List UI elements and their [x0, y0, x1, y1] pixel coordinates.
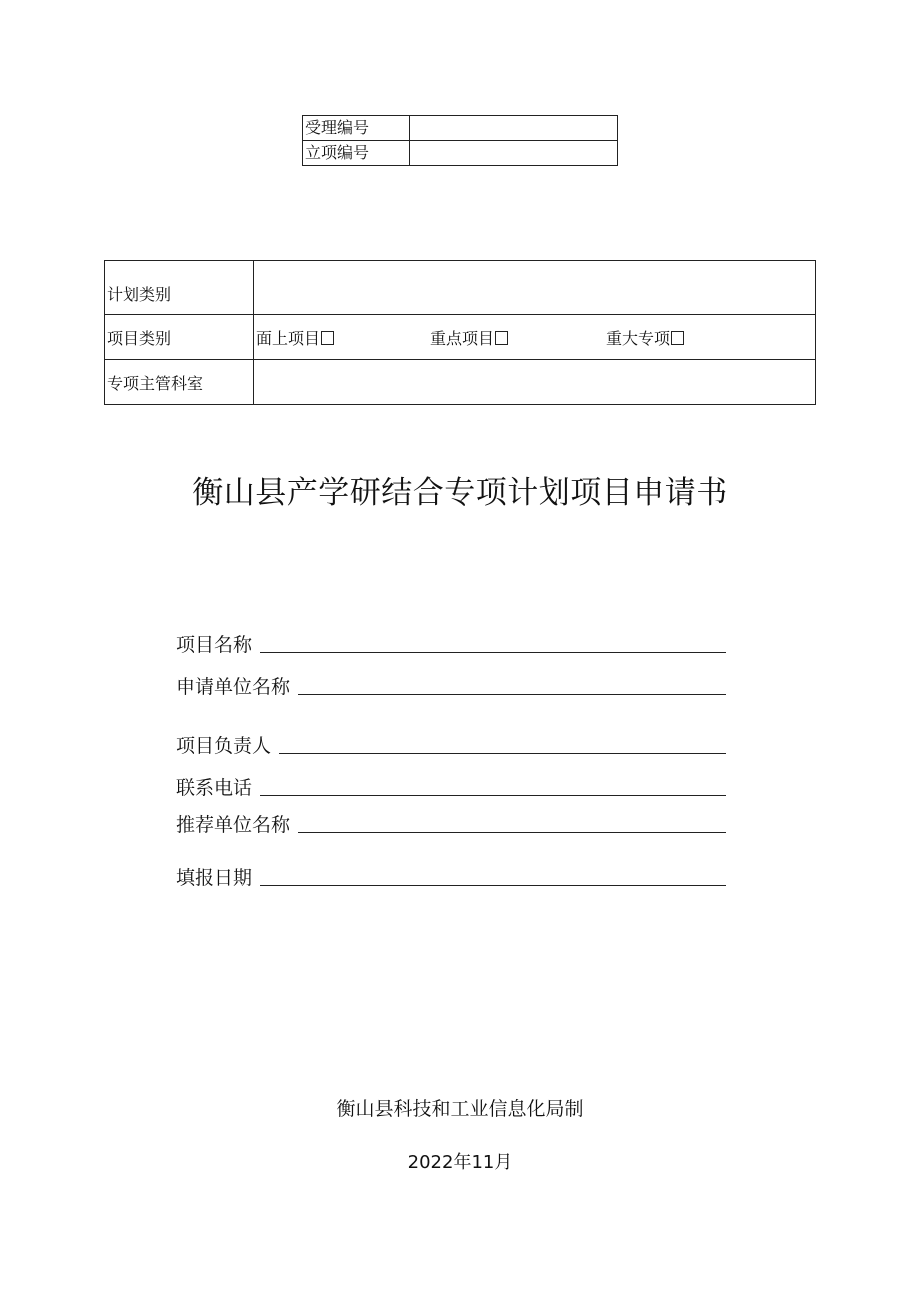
- recommender-field[interactable]: [298, 812, 726, 833]
- office-label: 专项主管科室: [105, 360, 254, 405]
- leader-label: 项目负责人: [176, 735, 272, 757]
- date-field[interactable]: [260, 865, 726, 886]
- option-key-project[interactable]: [430, 326, 606, 349]
- applicant-row: [176, 670, 726, 700]
- checkbox-icon[interactable]: [671, 331, 684, 345]
- date-label: 填报日期: [176, 867, 253, 889]
- reference-number-table: [302, 115, 618, 166]
- phone-field[interactable]: [260, 775, 726, 796]
- project-name-row: [176, 628, 726, 658]
- phone-label: 联系电话: [176, 777, 253, 799]
- acceptance-number-field[interactable]: [410, 116, 618, 141]
- project-name-label: 项目名称: [176, 634, 253, 656]
- date-row: [176, 861, 726, 891]
- page-title: 衡山县产学研结合专项计划项目申请书: [192, 475, 728, 511]
- issue-date: 2022年11月: [407, 1152, 513, 1173]
- option-label: 重大专项: [606, 328, 671, 348]
- table-row: [105, 261, 816, 315]
- office-field[interactable]: [254, 360, 816, 405]
- plan-type-field[interactable]: [254, 261, 816, 315]
- recommender-label: 推荐单位名称: [176, 814, 291, 836]
- checkbox-icon[interactable]: [321, 331, 334, 345]
- approval-number-field[interactable]: [410, 141, 618, 166]
- table-row: [303, 141, 618, 166]
- project-name-field[interactable]: [260, 632, 726, 653]
- project-type-label: 项目类别: [105, 315, 254, 360]
- issuer-text: 衡山县科技和工业信息化局制: [336, 1098, 584, 1120]
- option-label: 重点项目: [430, 328, 495, 348]
- project-type-options: [254, 315, 816, 360]
- table-row: [303, 116, 618, 141]
- table-row: [105, 360, 816, 405]
- category-table: [104, 260, 816, 405]
- option-label: 面上项目: [256, 328, 321, 348]
- option-general-project[interactable]: [256, 326, 430, 349]
- approval-number-label: 立项编号: [303, 141, 410, 166]
- option-major-special-project[interactable]: [606, 326, 684, 349]
- acceptance-number-label: 受理编号: [303, 116, 410, 141]
- plan-type-label: 计划类别: [105, 261, 254, 315]
- leader-field[interactable]: [279, 733, 726, 754]
- checkbox-icon[interactable]: [495, 331, 508, 345]
- applicant-label: 申请单位名称: [176, 676, 291, 698]
- phone-row: [176, 771, 726, 801]
- recommender-row: [176, 808, 726, 838]
- applicant-field[interactable]: [298, 674, 726, 695]
- table-row: [105, 315, 816, 360]
- leader-row: [176, 729, 726, 759]
